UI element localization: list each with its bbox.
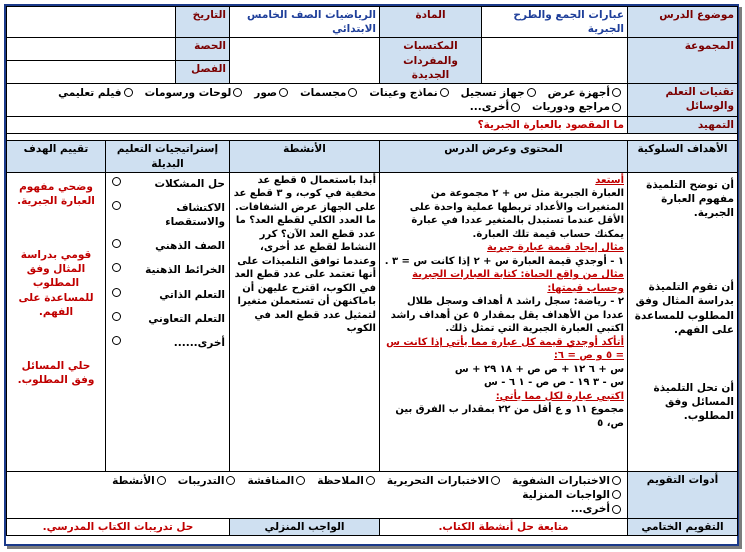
homework-value: حل تدريبات الكتاب المدرسي. [7, 519, 230, 536]
content-row2: س - ٣ ١٩ - ص ص - ١ ٦ - س [484, 377, 624, 389]
content-example-title: مثال إيجاد قيمة عبارة جبرية [487, 242, 624, 254]
final-value: متابعة حل أنشطة الكتاب. [380, 519, 628, 536]
tools-option[interactable]: مجسمات [300, 86, 359, 100]
lesson-plan-frame [4, 4, 739, 546]
radio-icon [112, 177, 121, 186]
objective-2: أن تقوم التلميذة بدراسة المثال وفق المطلوب للمساعدة على الفهم. [634, 281, 734, 336]
radio-icon [112, 239, 121, 248]
lesson-plan-table [6, 6, 738, 536]
assessment-options [7, 471, 628, 519]
radio-icon [124, 88, 133, 97]
tools-option[interactable]: نماذج وعينات [369, 86, 450, 100]
col-objectives: الأهداف السلوكية [628, 141, 738, 172]
assessment-option[interactable]: أخرى... [571, 502, 623, 516]
date-value[interactable] [7, 7, 176, 38]
assessment-label: أدوات التقويم [628, 471, 738, 519]
objective-1: أن توضح التلميذة مفهوم العبارة الجبرية. [646, 178, 734, 220]
activities-cell [230, 172, 380, 471]
radio-icon [112, 336, 121, 345]
content-write-title: اكتبي عبارة لكل مما يأتي: [495, 390, 624, 402]
strategy-item[interactable]: الخرائط الذهنية [110, 263, 225, 277]
spacer-row [7, 134, 738, 141]
assessment-option[interactable]: التدريبات [178, 474, 238, 488]
topic-value: عبارات الجمع والطرح الجبرية [482, 7, 628, 38]
period-value[interactable] [7, 38, 176, 61]
radio-icon [112, 288, 121, 297]
evaluation-cell [7, 172, 106, 471]
radio-icon [612, 476, 621, 485]
strategy-item[interactable]: أخرى...... [110, 336, 225, 350]
radio-icon [296, 476, 305, 485]
subject-label: المادة [380, 7, 482, 38]
radio-icon [440, 88, 449, 97]
content-write-line: مجموع ١١ و ع أقل من ٢٢ بمقدار ب الفرق بين ص، ٥ [395, 404, 624, 429]
content-example2: ٢ - رياضة: سجل راشد ٨ أهداف وسجل طلال عددا من الأهداف يقل بمقدار ٥ عن أهداف راشد اكتبي العبارة الجبرية التي تمثل ذلك. [390, 296, 624, 335]
strategy-item[interactable]: حل المشكلات [110, 177, 225, 191]
group-value[interactable] [482, 38, 628, 84]
tools-options [7, 83, 628, 116]
radio-icon [612, 88, 621, 97]
strategy-item[interactable]: التعلم الذاتي [110, 288, 225, 302]
acquisitions-value[interactable] [230, 38, 380, 84]
col-strategies: إستراتيجيات التعليم البديلة [106, 141, 230, 172]
content-para1: العبارة الجبرية مثل س + ٢ مجموعة من المتغيرات والأعداد تربطها عملية واحدة على الأقل عندما تستبدل بالمتغير عددا في عبارة يمكنك حساب قيمة تلك العبارة. [409, 188, 624, 240]
tools-option[interactable]: صور [254, 86, 290, 100]
objectives-cell [628, 172, 738, 471]
homework-label: الواجب المنزلي [230, 519, 380, 536]
class-label: الفصل [176, 61, 230, 84]
content-cell [380, 172, 628, 471]
radio-icon [348, 88, 357, 97]
final-label: التقويم الختامي [628, 519, 738, 536]
strategy-item[interactable]: الاكتشاف والاستقصاء [110, 201, 225, 229]
tools-option[interactable]: مراجع ودوريات [532, 100, 623, 114]
assessment-option[interactable]: الملاحظة [317, 474, 377, 488]
radio-icon [112, 201, 121, 210]
content-row1: س + ٦ ١٢ + ص ص + ١٨ ٢٩ + س [454, 363, 624, 375]
content-reallife-title: مثال من واقع الحياة: كتابة العبارات الجبرية وحساب قيمتها: [412, 269, 624, 294]
assessment-option[interactable]: الاختبارات الشفوية [512, 474, 623, 488]
radio-icon [279, 88, 288, 97]
class-value[interactable] [7, 61, 176, 84]
tools-option[interactable]: لوحات ورسومات [145, 86, 245, 100]
activities-text: أبدا باستعمال ٥ قطع عد مخفية في كوب، و ٣ قطع عد على الجهاز عرض الشفافات. ما العدد الكلي لقطع العد؟ ما عدد قطع العد الآن؟ كرر النشاط لقطع عد أخرى، وعندما توافق التلميذات على أنها تعتمد على عدد قطع العد في الكوب، اقترح عليهن أن باماكنهن أن تستعملن متغيرا لتمثيل عدد قطع العد في الكوب [233, 174, 376, 335]
tools-option[interactable]: جهاز تسجيل [461, 86, 538, 100]
radio-icon [527, 88, 536, 97]
tools-option[interactable]: أجهزة عرض [548, 86, 623, 100]
radio-icon [612, 103, 621, 112]
evaluation-3: حلي المسائل وفق المطلوب. [17, 359, 95, 387]
radio-icon [491, 476, 500, 485]
evaluation-1: وضحي مفهوم العبارة الجبرية. [17, 180, 95, 207]
tools-option[interactable]: أخرى... [470, 100, 522, 114]
col-evaluation: تقييم الهدف [7, 141, 106, 172]
evaluation-2: قومي بدراسة المثال وفق المطلوب للمساعدة على الفهم. [18, 249, 94, 318]
radio-icon [612, 490, 621, 499]
tools-option[interactable]: فيلم تعليمي [58, 86, 134, 100]
content-check-title: أتأكد أوجدي قيمة كل عبارة مما يأتي إذا كانت س = ٥ و ص = ٦: [386, 336, 624, 362]
radio-icon [226, 476, 235, 485]
assessment-option[interactable]: الاختبارات التحريرية [387, 474, 502, 488]
date-label: التاريخ [176, 7, 230, 38]
radio-icon [112, 263, 121, 272]
intro-value: ما المقصود بالعبارة الجبرية؟ [7, 117, 628, 134]
radio-icon [511, 103, 520, 112]
objective-3: أن تحل التلميذة المسائل وفق المطلوب. [653, 381, 734, 423]
intro-label: التمهيد [628, 117, 738, 134]
group-label: المجموعة [628, 38, 738, 84]
strategy-item[interactable]: التعلم التعاوني [110, 312, 225, 326]
radio-icon [612, 505, 621, 514]
content-title: أستعد [595, 174, 624, 186]
acquisitions-label: المكتسبات والمفردات الجديدة [380, 38, 482, 84]
radio-icon [233, 88, 242, 97]
col-activities: الأنشطة [230, 141, 380, 172]
radio-icon [366, 476, 375, 485]
strategy-item[interactable]: الصف الذهني [110, 239, 225, 253]
topic-label: موضوع الدرس [628, 7, 738, 38]
radio-icon [112, 312, 121, 321]
content-example1: ١ - أوجدي قيمة العبارة س + ٢ إذا كانت س = ٣ . [384, 255, 624, 267]
col-content: المحتوى وعرض الدرس [380, 141, 628, 172]
subject-value: الرياضيات الصف الخامس الابتدائي [230, 7, 380, 38]
strategies-cell [106, 172, 230, 471]
radio-icon [157, 476, 166, 485]
assessment-option[interactable]: المناقشة [247, 474, 307, 488]
assessment-option[interactable]: الواجبات المنزلية [522, 488, 623, 502]
assessment-option[interactable]: الأنشطة [112, 474, 168, 488]
tools-label: تقنيات التعلم والوسائل [628, 83, 738, 116]
period-label: الحصة [176, 38, 230, 61]
